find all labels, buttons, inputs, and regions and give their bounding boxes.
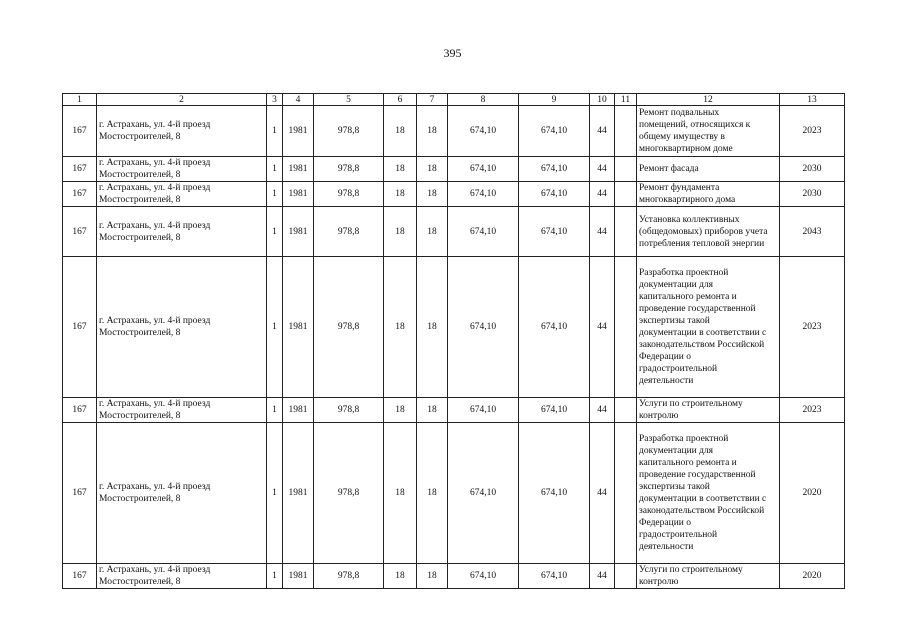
table-row [63, 182, 845, 207]
col-8: 674,10 [448, 564, 519, 589]
col-10: 44 [590, 398, 615, 423]
col-11 [615, 564, 637, 589]
column-header: 10 [590, 94, 615, 106]
column-header: 12 [637, 94, 780, 106]
area: 978,8 [314, 564, 384, 589]
column-header: 9 [519, 94, 590, 106]
col-8: 674,10 [448, 106, 519, 157]
year: 1981 [283, 257, 314, 398]
col-8: 674,10 [448, 207, 519, 257]
col-6: 18 [384, 182, 417, 207]
column-header: 2 [97, 94, 267, 106]
planned-year: 2023 [780, 398, 845, 423]
column-header: 4 [283, 94, 314, 106]
col-6: 18 [384, 564, 417, 589]
row-number: 167 [63, 564, 97, 589]
year: 1981 [283, 398, 314, 423]
col-11 [615, 106, 637, 157]
col-7: 18 [417, 564, 448, 589]
col-7: 18 [417, 106, 448, 157]
col-3: 1 [267, 257, 283, 398]
planned-year: 2020 [780, 423, 845, 564]
header-row [63, 94, 845, 106]
col-11 [615, 207, 637, 257]
year: 1981 [283, 157, 314, 182]
col-10: 44 [590, 106, 615, 157]
col-3: 1 [267, 564, 283, 589]
col-9: 674,10 [519, 207, 590, 257]
row-number: 167 [63, 398, 97, 423]
area: 978,8 [314, 106, 384, 157]
col-11 [615, 398, 637, 423]
col-10: 44 [590, 157, 615, 182]
col-6: 18 [384, 157, 417, 182]
year: 1981 [283, 106, 314, 157]
col-3: 1 [267, 207, 283, 257]
col-6: 18 [384, 106, 417, 157]
col-7: 18 [417, 423, 448, 564]
col-11 [615, 257, 637, 398]
area: 978,8 [314, 207, 384, 257]
col-10: 44 [590, 564, 615, 589]
work-type: Услуги по строительному контролю [637, 398, 780, 423]
col-10: 44 [590, 182, 615, 207]
address: г. Астрахань, ул. 4-й проезд Мостостроителей, 8 [97, 564, 267, 589]
col-8: 674,10 [448, 182, 519, 207]
area: 978,8 [314, 257, 384, 398]
year: 1981 [283, 182, 314, 207]
work-type: Ремонт подвальных помещений, относящихся к общему имуществу в многоквартирном доме [637, 106, 780, 157]
row-number: 167 [63, 106, 97, 157]
table-row [63, 564, 845, 589]
col-8: 674,10 [448, 257, 519, 398]
address: г. Астрахань, ул. 4-й проезд Мостостроителей, 8 [97, 207, 267, 257]
col-11 [615, 157, 637, 182]
address: г. Астрахань, ул. 4-й проезд Мостостроителей, 8 [97, 157, 267, 182]
work-type: Разработка проектной документации для капитального ремонта и проведение государственной экспертизы такой документации в соответствии с законодательством Российской Федерации о градостроительной деятельности [637, 423, 780, 564]
column-header: 6 [384, 94, 417, 106]
col-6: 18 [384, 257, 417, 398]
work-type: Разработка проектной документации для капитального ремонта и проведение государственной экспертизы такой документации в соответствии с законодательством Российской Федерации о градостроительной деятельности [637, 257, 780, 398]
row-number: 167 [63, 182, 97, 207]
address: г. Астрахань, ул. 4-й проезд Мостостроителей, 8 [97, 398, 267, 423]
area: 978,8 [314, 182, 384, 207]
planned-year: 2043 [780, 207, 845, 257]
column-header: 5 [314, 94, 384, 106]
col-3: 1 [267, 106, 283, 157]
col-9: 674,10 [519, 157, 590, 182]
area: 978,8 [314, 157, 384, 182]
col-9: 674,10 [519, 182, 590, 207]
col-7: 18 [417, 257, 448, 398]
col-9: 674,10 [519, 398, 590, 423]
col-3: 1 [267, 182, 283, 207]
col-7: 18 [417, 207, 448, 257]
row-number: 167 [63, 257, 97, 398]
column-header: 7 [417, 94, 448, 106]
col-9: 674,10 [519, 564, 590, 589]
work-type: Установка коллективных (общедомовых) приборов учета потребления тепловой энергии [637, 207, 780, 257]
table-row [63, 423, 845, 564]
col-3: 1 [267, 423, 283, 564]
table-row [63, 157, 845, 182]
year: 1981 [283, 564, 314, 589]
col-6: 18 [384, 423, 417, 564]
capital-repair-table [62, 93, 845, 589]
col-6: 18 [384, 398, 417, 423]
col-6: 18 [384, 207, 417, 257]
work-type: Ремонт фасада [637, 157, 780, 182]
col-10: 44 [590, 207, 615, 257]
col-7: 18 [417, 398, 448, 423]
planned-year: 2023 [780, 257, 845, 398]
address: г. Астрахань, ул. 4-й проезд Мостостроителей, 8 [97, 257, 267, 398]
planned-year: 2030 [780, 182, 845, 207]
col-9: 674,10 [519, 257, 590, 398]
address: г. Астрахань, ул. 4-й проезд Мостостроителей, 8 [97, 423, 267, 564]
row-number: 167 [63, 157, 97, 182]
row-number: 167 [63, 207, 97, 257]
row-number: 167 [63, 423, 97, 564]
col-10: 44 [590, 257, 615, 398]
col-8: 674,10 [448, 157, 519, 182]
work-type: Услуги по строительному контролю [637, 564, 780, 589]
area: 978,8 [314, 423, 384, 564]
col-7: 18 [417, 157, 448, 182]
planned-year: 2023 [780, 106, 845, 157]
column-header: 1 [63, 94, 97, 106]
col-11 [615, 423, 637, 564]
table-row [63, 257, 845, 398]
table-row [63, 106, 845, 157]
column-header: 8 [448, 94, 519, 106]
page-number: 395 [443, 46, 462, 60]
column-header: 3 [267, 94, 283, 106]
address: г. Астрахань, ул. 4-й проезд Мостостроителей, 8 [97, 182, 267, 207]
col-8: 674,10 [448, 398, 519, 423]
col-9: 674,10 [519, 423, 590, 564]
column-header: 13 [780, 94, 845, 106]
col-3: 1 [267, 398, 283, 423]
col-3: 1 [267, 157, 283, 182]
column-header: 11 [615, 94, 637, 106]
col-9: 674,10 [519, 106, 590, 157]
work-type: Ремонт фундамента многоквартирного дома [637, 182, 780, 207]
planned-year: 2020 [780, 564, 845, 589]
table-row [63, 207, 845, 257]
col-10: 44 [590, 423, 615, 564]
col-11 [615, 182, 637, 207]
col-7: 18 [417, 182, 448, 207]
planned-year: 2030 [780, 157, 845, 182]
area: 978,8 [314, 398, 384, 423]
year: 1981 [283, 423, 314, 564]
col-8: 674,10 [448, 423, 519, 564]
table-row [63, 398, 845, 423]
year: 1981 [283, 207, 314, 257]
address: г. Астрахань, ул. 4-й проезд Мостостроителей, 8 [97, 106, 267, 157]
